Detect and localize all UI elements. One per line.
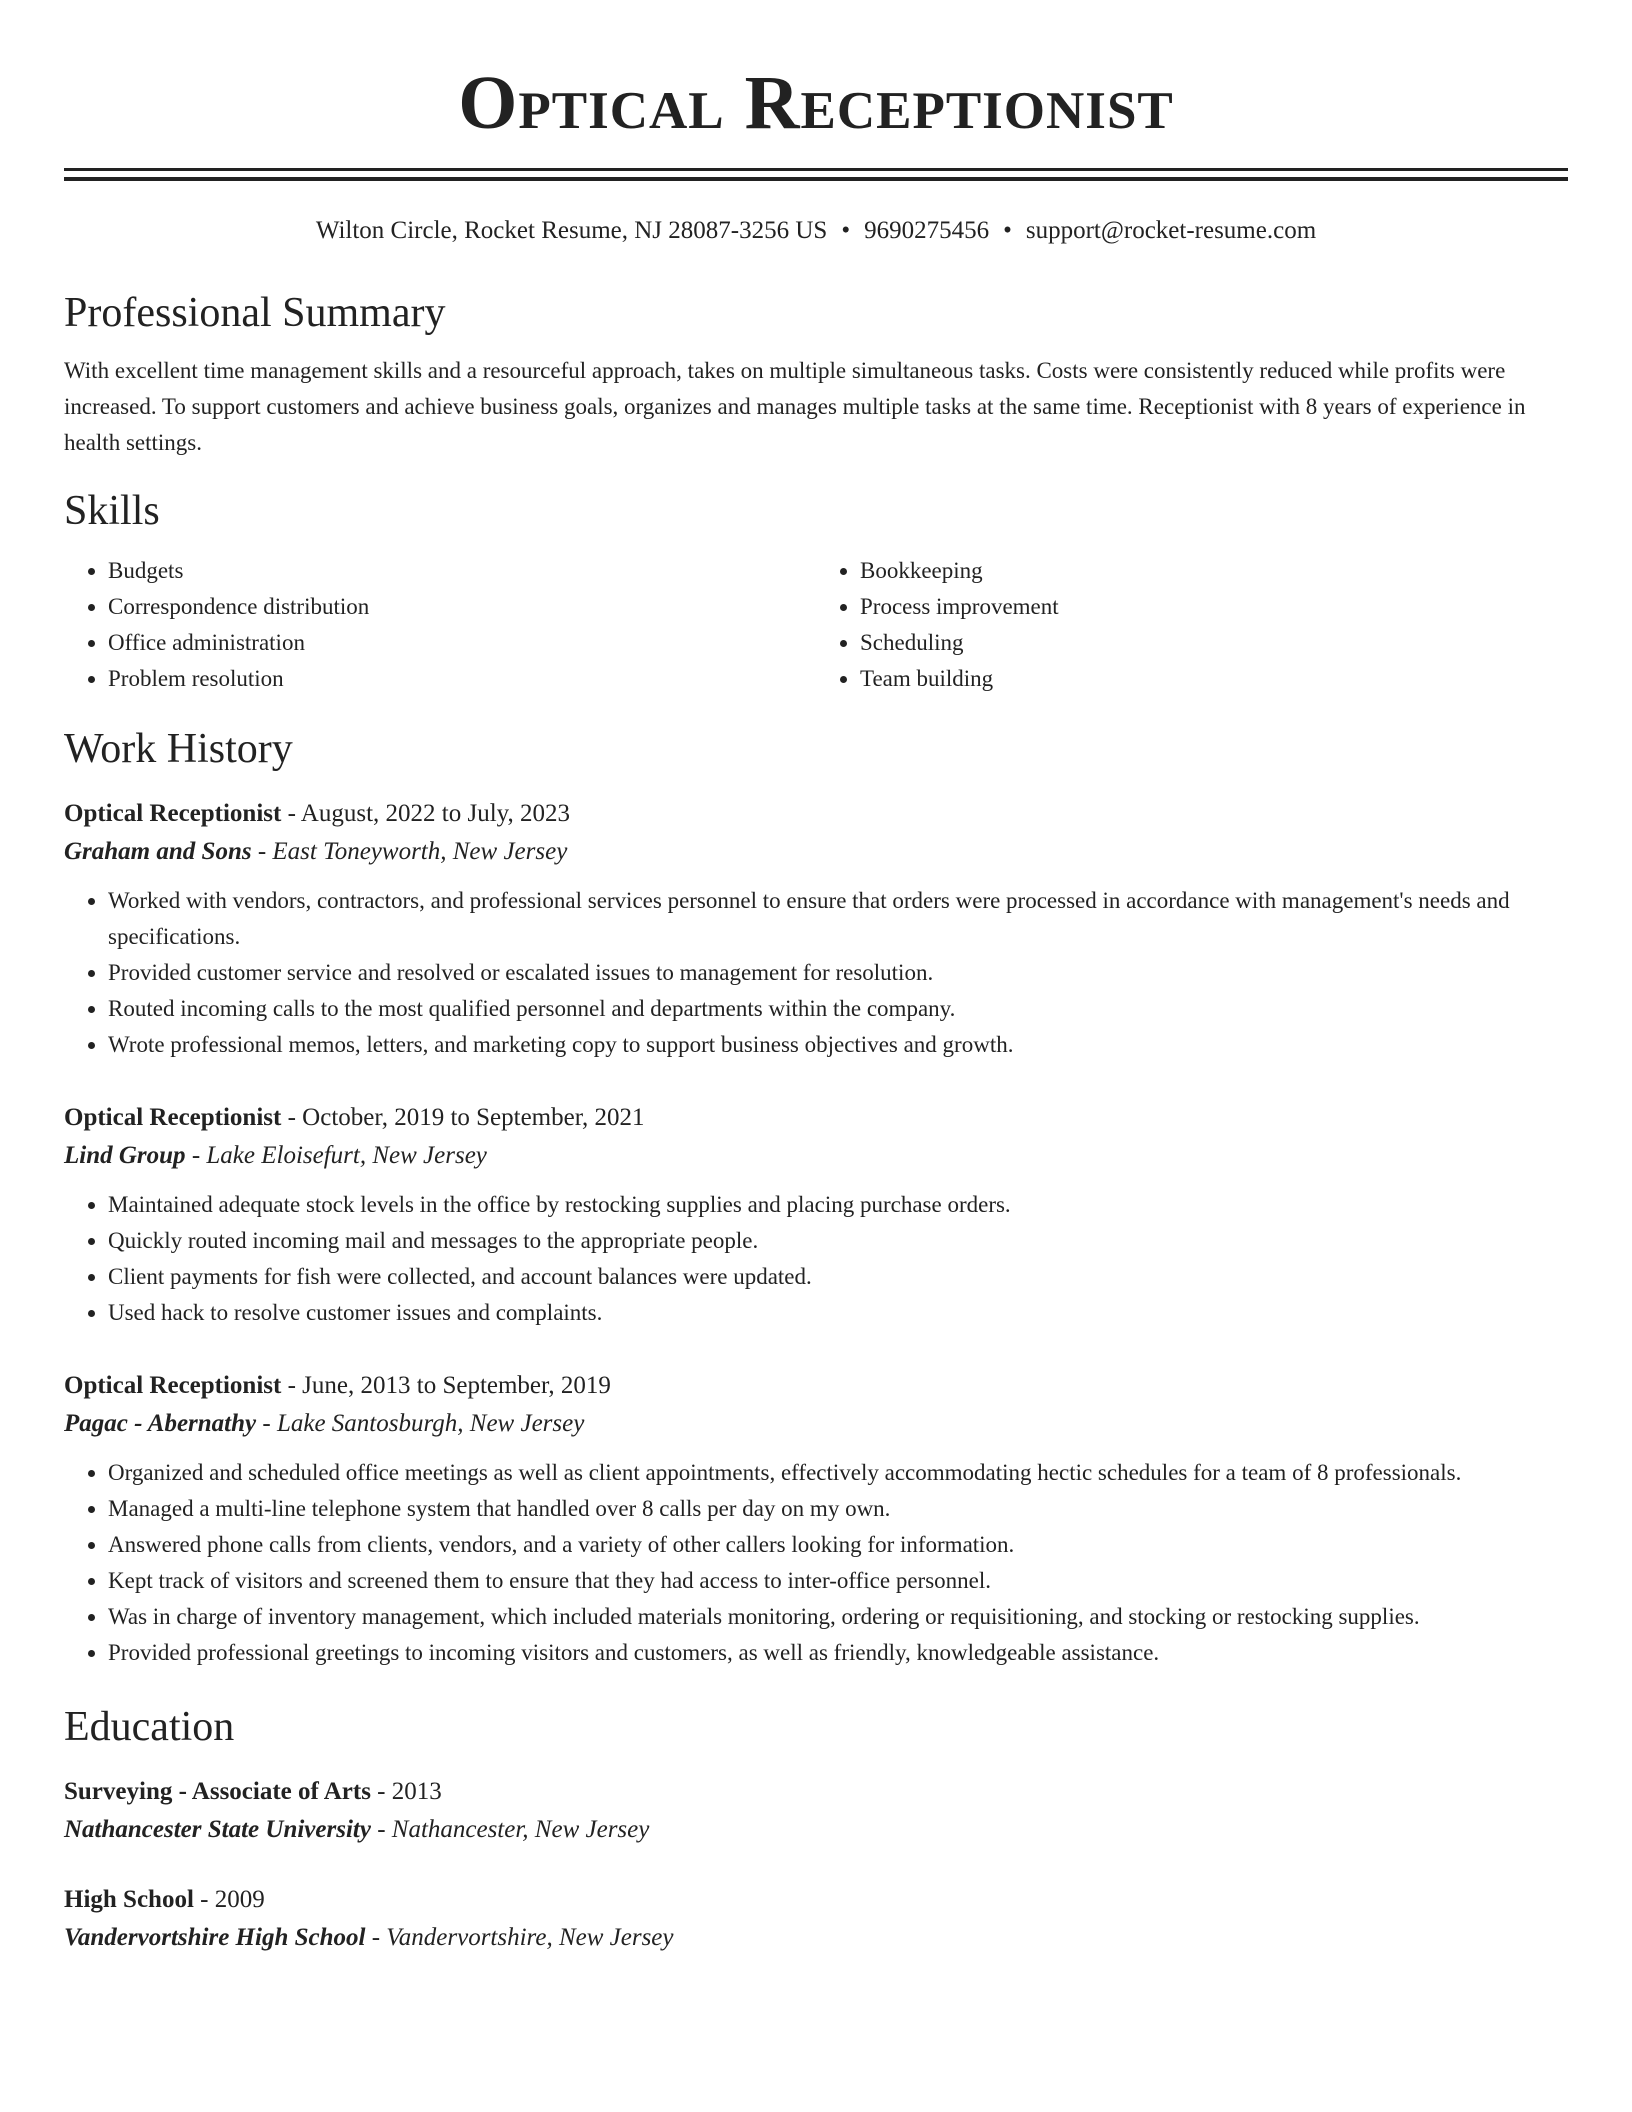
education-degree: Surveying - Associate of Arts — [64, 1778, 371, 1805]
education-entry — [64, 1773, 1568, 1849]
job-bullet: • Managed a multi-line telephone system that handled over 8 calls per day on my own. — [108, 1491, 1568, 1527]
job-dates: June, 2013 to September, 2019 — [302, 1372, 611, 1399]
job-bullet: • Kept track of visitors and screened them to ensure that they had access to inter-office personnel. — [108, 1563, 1568, 1599]
education-degree: High School — [64, 1886, 194, 1913]
summary-section — [64, 287, 1568, 461]
resume-name-heading: Optical Receptionist — [458, 61, 1174, 145]
education-entry — [64, 1881, 1568, 1957]
skill-item: • Scheduling — [860, 625, 1568, 661]
education-heading: Education — [64, 1704, 235, 1750]
job-entry — [64, 1367, 1568, 1671]
job-entry — [64, 1099, 1568, 1331]
education-school-line: Vandervortshire High School - Vandervortshire, New Jersey — [64, 1924, 674, 1951]
skill-item: • Team building — [860, 661, 1568, 697]
job-bullet: • Was in charge of inventory management, which included materials monitoring, ordering or requisitioning, and stocking or restocking supplies. — [108, 1599, 1568, 1635]
job-role: Optical Receptionist — [64, 1104, 282, 1131]
skill-item: • Problem resolution — [108, 661, 816, 697]
contact-address: Wilton Circle, Rocket Resume, NJ 28087-3256 US — [315, 217, 828, 244]
job-location: Lake Santosburgh, New Jersey — [276, 1410, 585, 1437]
education-degree-line: High School - 2009 — [64, 1886, 265, 1913]
job-bullet: • Quickly routed incoming mail and messages to the appropriate people. — [108, 1223, 1568, 1259]
job-title-line: Optical Receptionist - June, 2013 to September, 2019 — [64, 1372, 611, 1399]
job-employer-line: Lind Group - Lake Eloisefurt, New Jersey — [64, 1142, 487, 1169]
job-bullet: • Maintained adequate stock levels in the office by restocking supplies and placing purchase orders. — [108, 1187, 1568, 1223]
education-school: Vandervortshire High School — [64, 1924, 366, 1951]
job-employer: Lind Group — [64, 1142, 186, 1169]
job-bullet: • Provided professional greetings to incoming visitors and customers, as well as friendly, knowledgeable assistance. — [108, 1635, 1568, 1671]
job-employer: Graham and Sons — [64, 838, 252, 865]
job-entry — [64, 795, 1568, 1063]
skills-column-left — [64, 553, 816, 697]
skills-list — [64, 553, 1568, 697]
job-bullet: • Organized and scheduled office meetings as well as client appointments, effectively accommodating hectic schedules for a team of 8 professionals. — [108, 1455, 1568, 1491]
job-role: Optical Receptionist — [64, 800, 282, 827]
skills-heading: Skills — [64, 488, 160, 534]
header-divider-bottom — [64, 177, 1568, 181]
education-location: Nathancester, New Jersey — [391, 1816, 650, 1843]
contact-email: support@rocket-resume.com — [1025, 217, 1317, 244]
skill-item: • Process improvement — [860, 589, 1568, 625]
job-role: Optical Receptionist — [64, 1372, 282, 1399]
education-year: 2013 — [391, 1778, 442, 1805]
job-employer-line: Pagac - Abernathy - Lake Santosburgh, New Jersey — [64, 1410, 585, 1437]
job-bullet: • Used hack to resolve customer issues and complaints. — [108, 1295, 1568, 1331]
summary-text: With excellent time management skills and a resourceful approach, takes on multiple simultaneous tasks. Costs were consistently reduced while profits were increased. To support customers and achieve business goals, organizes and manages multiple tasks at the same time. Receptionist with 8 years of experience in health settings. — [64, 358, 1526, 455]
skill-item: • Correspondence distribution — [108, 589, 816, 625]
job-bullet: • Answered phone calls from clients, vendors, and a variety of other callers looking for information. — [108, 1527, 1568, 1563]
job-bullets — [64, 1455, 1568, 1671]
job-dates: August, 2022 to July, 2023 — [300, 800, 571, 827]
education-year: 2009 — [214, 1886, 265, 1913]
job-bullet: • Client payments for fish were collected, and account balances were updated. — [108, 1259, 1568, 1295]
summary-heading: Professional Summary — [64, 290, 446, 336]
education-school: Nathancester State University — [64, 1816, 371, 1843]
job-bullet: • Provided customer service and resolved or escalated issues to management for resolution. — [108, 955, 1568, 991]
skill-item: • Office administration — [108, 625, 816, 661]
job-employer-line: Graham and Sons - East Toneyworth, New Jersey — [64, 838, 568, 865]
contact-phone: 9690275456 — [864, 217, 990, 244]
contact-separator: • — [841, 217, 851, 244]
header-divider-top — [64, 168, 1568, 171]
job-title-line: Optical Receptionist - August, 2022 to July, 2023 — [64, 800, 571, 827]
job-bullets — [64, 883, 1568, 1063]
education-location: Vandervortshire, New Jersey — [386, 1924, 674, 1951]
job-employer: Pagac - Abernathy — [64, 1410, 257, 1437]
contact-line — [64, 215, 1568, 247]
skill-item: • Bookkeeping — [860, 553, 1568, 589]
job-bullets — [64, 1187, 1568, 1331]
skill-item: • Budgets — [108, 553, 816, 589]
job-title-line: Optical Receptionist - October, 2019 to September, 2021 — [64, 1104, 645, 1131]
job-location: Lake Eloisefurt, New Jersey — [206, 1142, 487, 1169]
education-section — [64, 1701, 1568, 1957]
contact-separator: • — [1003, 217, 1012, 244]
skills-section — [64, 485, 1568, 697]
job-bullet: • Wrote professional memos, letters, and marketing copy to support business objectives and growth. — [108, 1027, 1568, 1063]
education-school-line: Nathancester State University - Nathancester, New Jersey — [64, 1816, 650, 1843]
job-location: East Toneyworth, New Jersey — [272, 838, 568, 865]
skills-column-right — [816, 553, 1568, 697]
work-history-heading: Work History — [64, 726, 293, 772]
education-degree-line: Surveying - Associate of Arts - 2013 — [64, 1778, 442, 1805]
job-bullet: • Worked with vendors, contractors, and professional services personnel to ensure that orders were processed in accordance with management's needs and specifications. — [108, 883, 1568, 955]
job-dates: October, 2019 to September, 2021 — [302, 1104, 645, 1131]
job-bullet: • Routed incoming calls to the most qualified personnel and departments within the company. — [108, 991, 1568, 1027]
work-history-section — [64, 723, 1568, 1671]
